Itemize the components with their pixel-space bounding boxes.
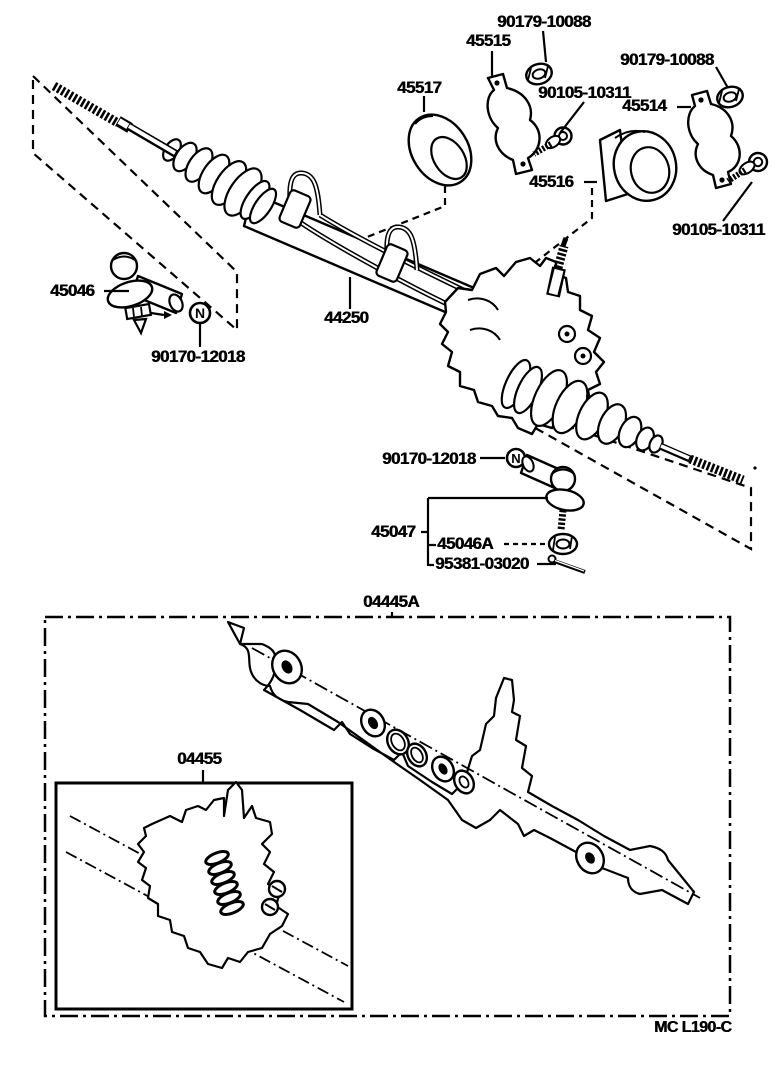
nut-marker-left — [190, 303, 210, 323]
tie-rod-end-left-art — [104, 253, 185, 333]
part-label-steering-gear: 44250 — [324, 308, 369, 327]
part-label-clamp-45514: 45514 — [622, 96, 667, 115]
clamp-45515 — [488, 74, 540, 174]
right-rack-end — [660, 446, 757, 480]
part-label-grommet-45517: 45517 — [397, 78, 442, 97]
tie-rod-end-right-art — [520, 455, 586, 530]
part-label-lock-nut-right: 90170-12018 — [382, 449, 476, 468]
part-label-castle-nut: 45046A — [437, 534, 493, 553]
part-label-nut-upper: 90179-10088 — [497, 12, 591, 31]
figure-code: MC L190-C — [654, 1019, 732, 1036]
part-label-cotter-pin: 95381-03020 — [435, 554, 529, 573]
part-label-tie-rod-end-right: 45047 — [371, 522, 416, 541]
part-label-grommet-45516: 45516 — [529, 172, 574, 191]
part-label-clamp-45515: 45515 — [466, 31, 511, 50]
left-rack-end — [54, 86, 176, 154]
grommet-45516 — [600, 125, 684, 208]
nut-marker-symbol-right: N — [511, 451, 521, 466]
castle-nut-art — [549, 534, 577, 554]
part-label-bolt-upper: 90105-10311 — [538, 83, 631, 102]
nut-marker-symbol-left: N — [194, 305, 206, 321]
seal-kit-box — [56, 782, 352, 1009]
part-label-lock-nut-left: 90170-12018 — [151, 347, 245, 366]
part-label-bolt-lower: 90105-10311 — [672, 220, 765, 239]
part-label-seal-kit: 04455 — [177, 749, 222, 768]
part-label-gasket-kit: 04445A — [363, 592, 419, 611]
part-label-tie-rod-end-left: 45046 — [50, 281, 95, 300]
left-boot — [159, 136, 280, 227]
part-label-nut-right: 90179-10088 — [620, 50, 714, 69]
grommet-45517 — [396, 103, 484, 197]
